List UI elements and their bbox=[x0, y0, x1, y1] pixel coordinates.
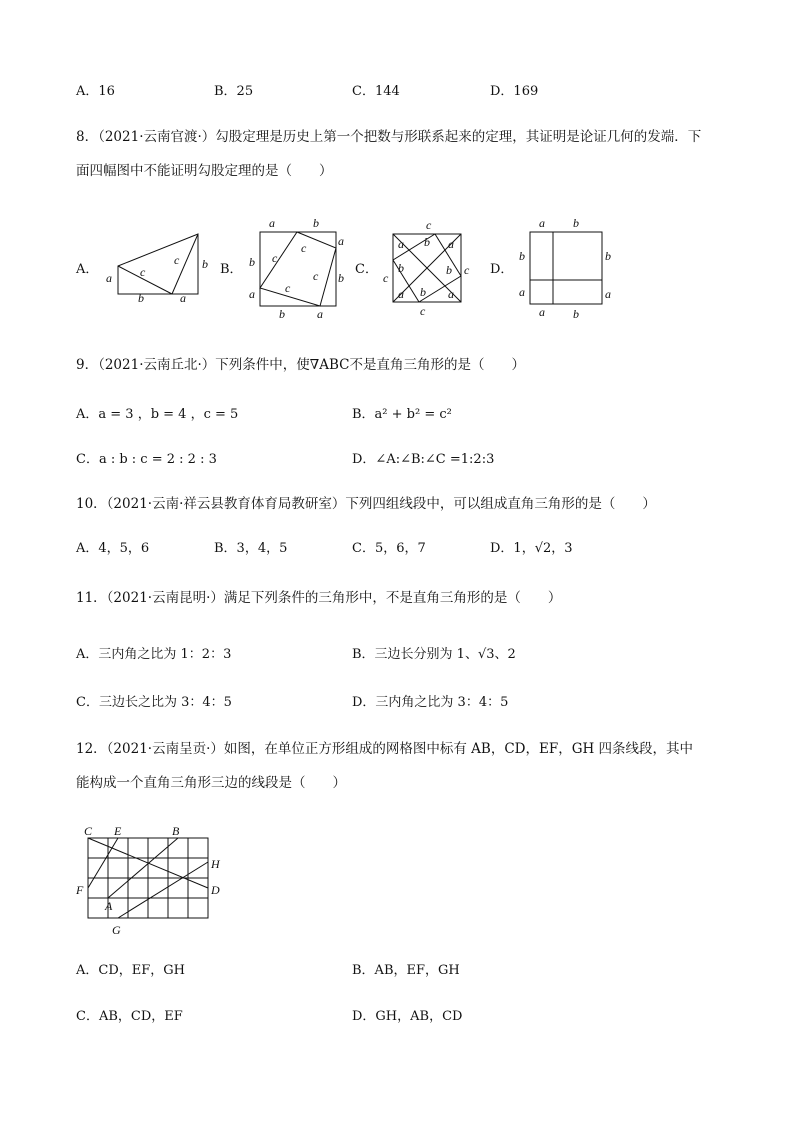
q8-option-b: B． bbox=[220, 262, 243, 277]
q8-figure-b bbox=[245, 212, 355, 322]
fig-d-label-a-right: a bbox=[605, 287, 611, 301]
fig-c-label-c-top: c bbox=[426, 218, 432, 232]
fig-a-label-c2: c bbox=[174, 253, 180, 267]
q12-stem-line1: 12．（2021·云南呈贡·）如图，在单位正方形组成的网格图中标有 AB，CD，EF，GH 四条线段，其中 bbox=[76, 741, 694, 757]
q12-option-b: B．AB，EF，GH bbox=[352, 963, 460, 978]
q8-option-a: A． bbox=[76, 262, 99, 277]
q10-option-c: C．5，6，7 bbox=[352, 541, 426, 556]
q12-option-c: C．AB，CD，EF bbox=[76, 1009, 183, 1024]
q11-stem: 11．（2021·云南昆明·）满足下列条件的三角形中，不是直角三角形的是（ ） bbox=[76, 590, 562, 606]
fig-a-label-b1: b bbox=[202, 257, 208, 271]
q7-option-d: D．169 bbox=[490, 84, 539, 99]
fig-b-label-c1: c bbox=[272, 251, 278, 265]
q10-option-d: D．1，√2，3 bbox=[490, 541, 573, 556]
fig-d-label-a-bottom: a bbox=[539, 305, 545, 319]
fig-b-label-c3: c bbox=[313, 269, 319, 283]
q12-stem-line2: 能构成一个直角三角形三边的线段是（ ） bbox=[76, 775, 346, 791]
fig-c-label-a3: a bbox=[398, 287, 404, 301]
q8-figure-d bbox=[515, 212, 635, 322]
fig-b-label-a-right: a bbox=[338, 234, 344, 248]
q7-option-a: A．16 bbox=[76, 84, 115, 99]
fig-a-label-a1: a bbox=[106, 271, 112, 285]
fig-d-label-b-right: b bbox=[605, 249, 611, 263]
fig-d-label-a-top: a bbox=[539, 216, 545, 230]
fig-d-label-b-bottom: b bbox=[573, 307, 579, 321]
fig-a-label-b2: b bbox=[138, 291, 144, 305]
q9-option-c: C．a : b : c = 2 : 2 : 3 bbox=[76, 452, 217, 467]
fig-b-label-b-right: b bbox=[338, 271, 344, 285]
fig-b-label-b-top: b bbox=[313, 216, 319, 230]
fig-c-label-b1: b bbox=[424, 235, 430, 249]
fig-b-label-b-left: b bbox=[249, 255, 255, 269]
q8-figure-a bbox=[100, 220, 220, 320]
q12-point-f: F bbox=[76, 883, 84, 897]
fig-d-label-b-left: b bbox=[519, 249, 525, 263]
fig-c-label-a2: a bbox=[448, 237, 454, 251]
q8-figure-c bbox=[380, 212, 490, 322]
fig-c-label-b4: b bbox=[420, 285, 426, 299]
q12-point-h: H bbox=[211, 857, 220, 871]
q9-option-b: B．a² + b² = c² bbox=[352, 407, 452, 422]
fig-a-label-c1: c bbox=[140, 265, 146, 279]
q8-option-c: C． bbox=[355, 262, 378, 277]
q8-option-d: D． bbox=[490, 262, 514, 277]
q8-stem-line1: 8．（2021·云南官渡·）勾股定理是历史上第一个把数与形联系起来的定理，其证明是论证几何的发端．下 bbox=[76, 129, 702, 145]
fig-b-label-a-top: a bbox=[269, 216, 275, 230]
fig-c-label-c-bottom: c bbox=[420, 304, 426, 318]
q9-option-d: D．∠A:∠B:∠C =1:2:3 bbox=[352, 452, 495, 467]
fig-c-label-b3: b bbox=[446, 263, 452, 277]
q12-point-b: B bbox=[172, 824, 180, 838]
fig-d-label-b-top: b bbox=[573, 216, 579, 230]
q12-point-a: A bbox=[105, 899, 113, 913]
q10-stem: 10．（2021·云南·祥云县教育体育局教研室）下列四组线段中，可以组成直角三角形的是（ ） bbox=[76, 496, 656, 512]
fig-c-label-c-left: c bbox=[383, 271, 389, 285]
fig-a-label-a2: a bbox=[180, 291, 186, 305]
q9-stem: 9．（2021·云南丘北·）下列条件中，使∇ABC不是直角三角形的是（ ） bbox=[76, 357, 525, 373]
q12-option-d: D．GH，AB，CD bbox=[352, 1009, 463, 1024]
fig-b-label-a-bottom: a bbox=[317, 307, 323, 321]
q12-point-c: C bbox=[84, 824, 93, 838]
fig-c-label-c-right: c bbox=[464, 263, 470, 277]
q12-point-d: D bbox=[211, 883, 220, 897]
q11-option-b: B．三边长分别为 1、√3、2 bbox=[352, 647, 516, 662]
fig-d-label-a-left: a bbox=[519, 285, 525, 299]
q11-option-a: A．三内角之比为 1：2：3 bbox=[76, 647, 232, 662]
q11-option-d: D．三内角之比为 3：4：5 bbox=[352, 695, 509, 710]
q9-option-a: A．a = 3 ，b = 4 ，c = 5 bbox=[76, 407, 239, 422]
q7-option-c: C．144 bbox=[352, 84, 400, 99]
fig-b-label-c4: c bbox=[285, 281, 291, 295]
fig-c-label-b2: b bbox=[398, 261, 404, 275]
fig-c-label-a4: a bbox=[448, 287, 454, 301]
q12-point-e: E bbox=[114, 824, 122, 838]
q12-option-a: A．CD，EF，GH bbox=[76, 963, 185, 978]
fig-c-label-a1: a bbox=[398, 237, 404, 251]
q12-point-g: G bbox=[112, 923, 121, 937]
fig-b-label-c2: c bbox=[301, 241, 307, 255]
q10-option-b: B．3，4，5 bbox=[214, 541, 288, 556]
fig-b-label-b-bottom: b bbox=[279, 307, 285, 321]
q12-grid-figure bbox=[72, 822, 232, 937]
q8-stem-line2: 面四幅图中不能证明勾股定理的是（ ） bbox=[76, 163, 333, 179]
fig-b-label-a-left: a bbox=[249, 287, 255, 301]
q10-option-a: A．4，5，6 bbox=[76, 541, 150, 556]
q7-option-b: B．25 bbox=[214, 84, 254, 99]
q11-option-c: C．三边长之比为 3：4：5 bbox=[76, 695, 232, 710]
